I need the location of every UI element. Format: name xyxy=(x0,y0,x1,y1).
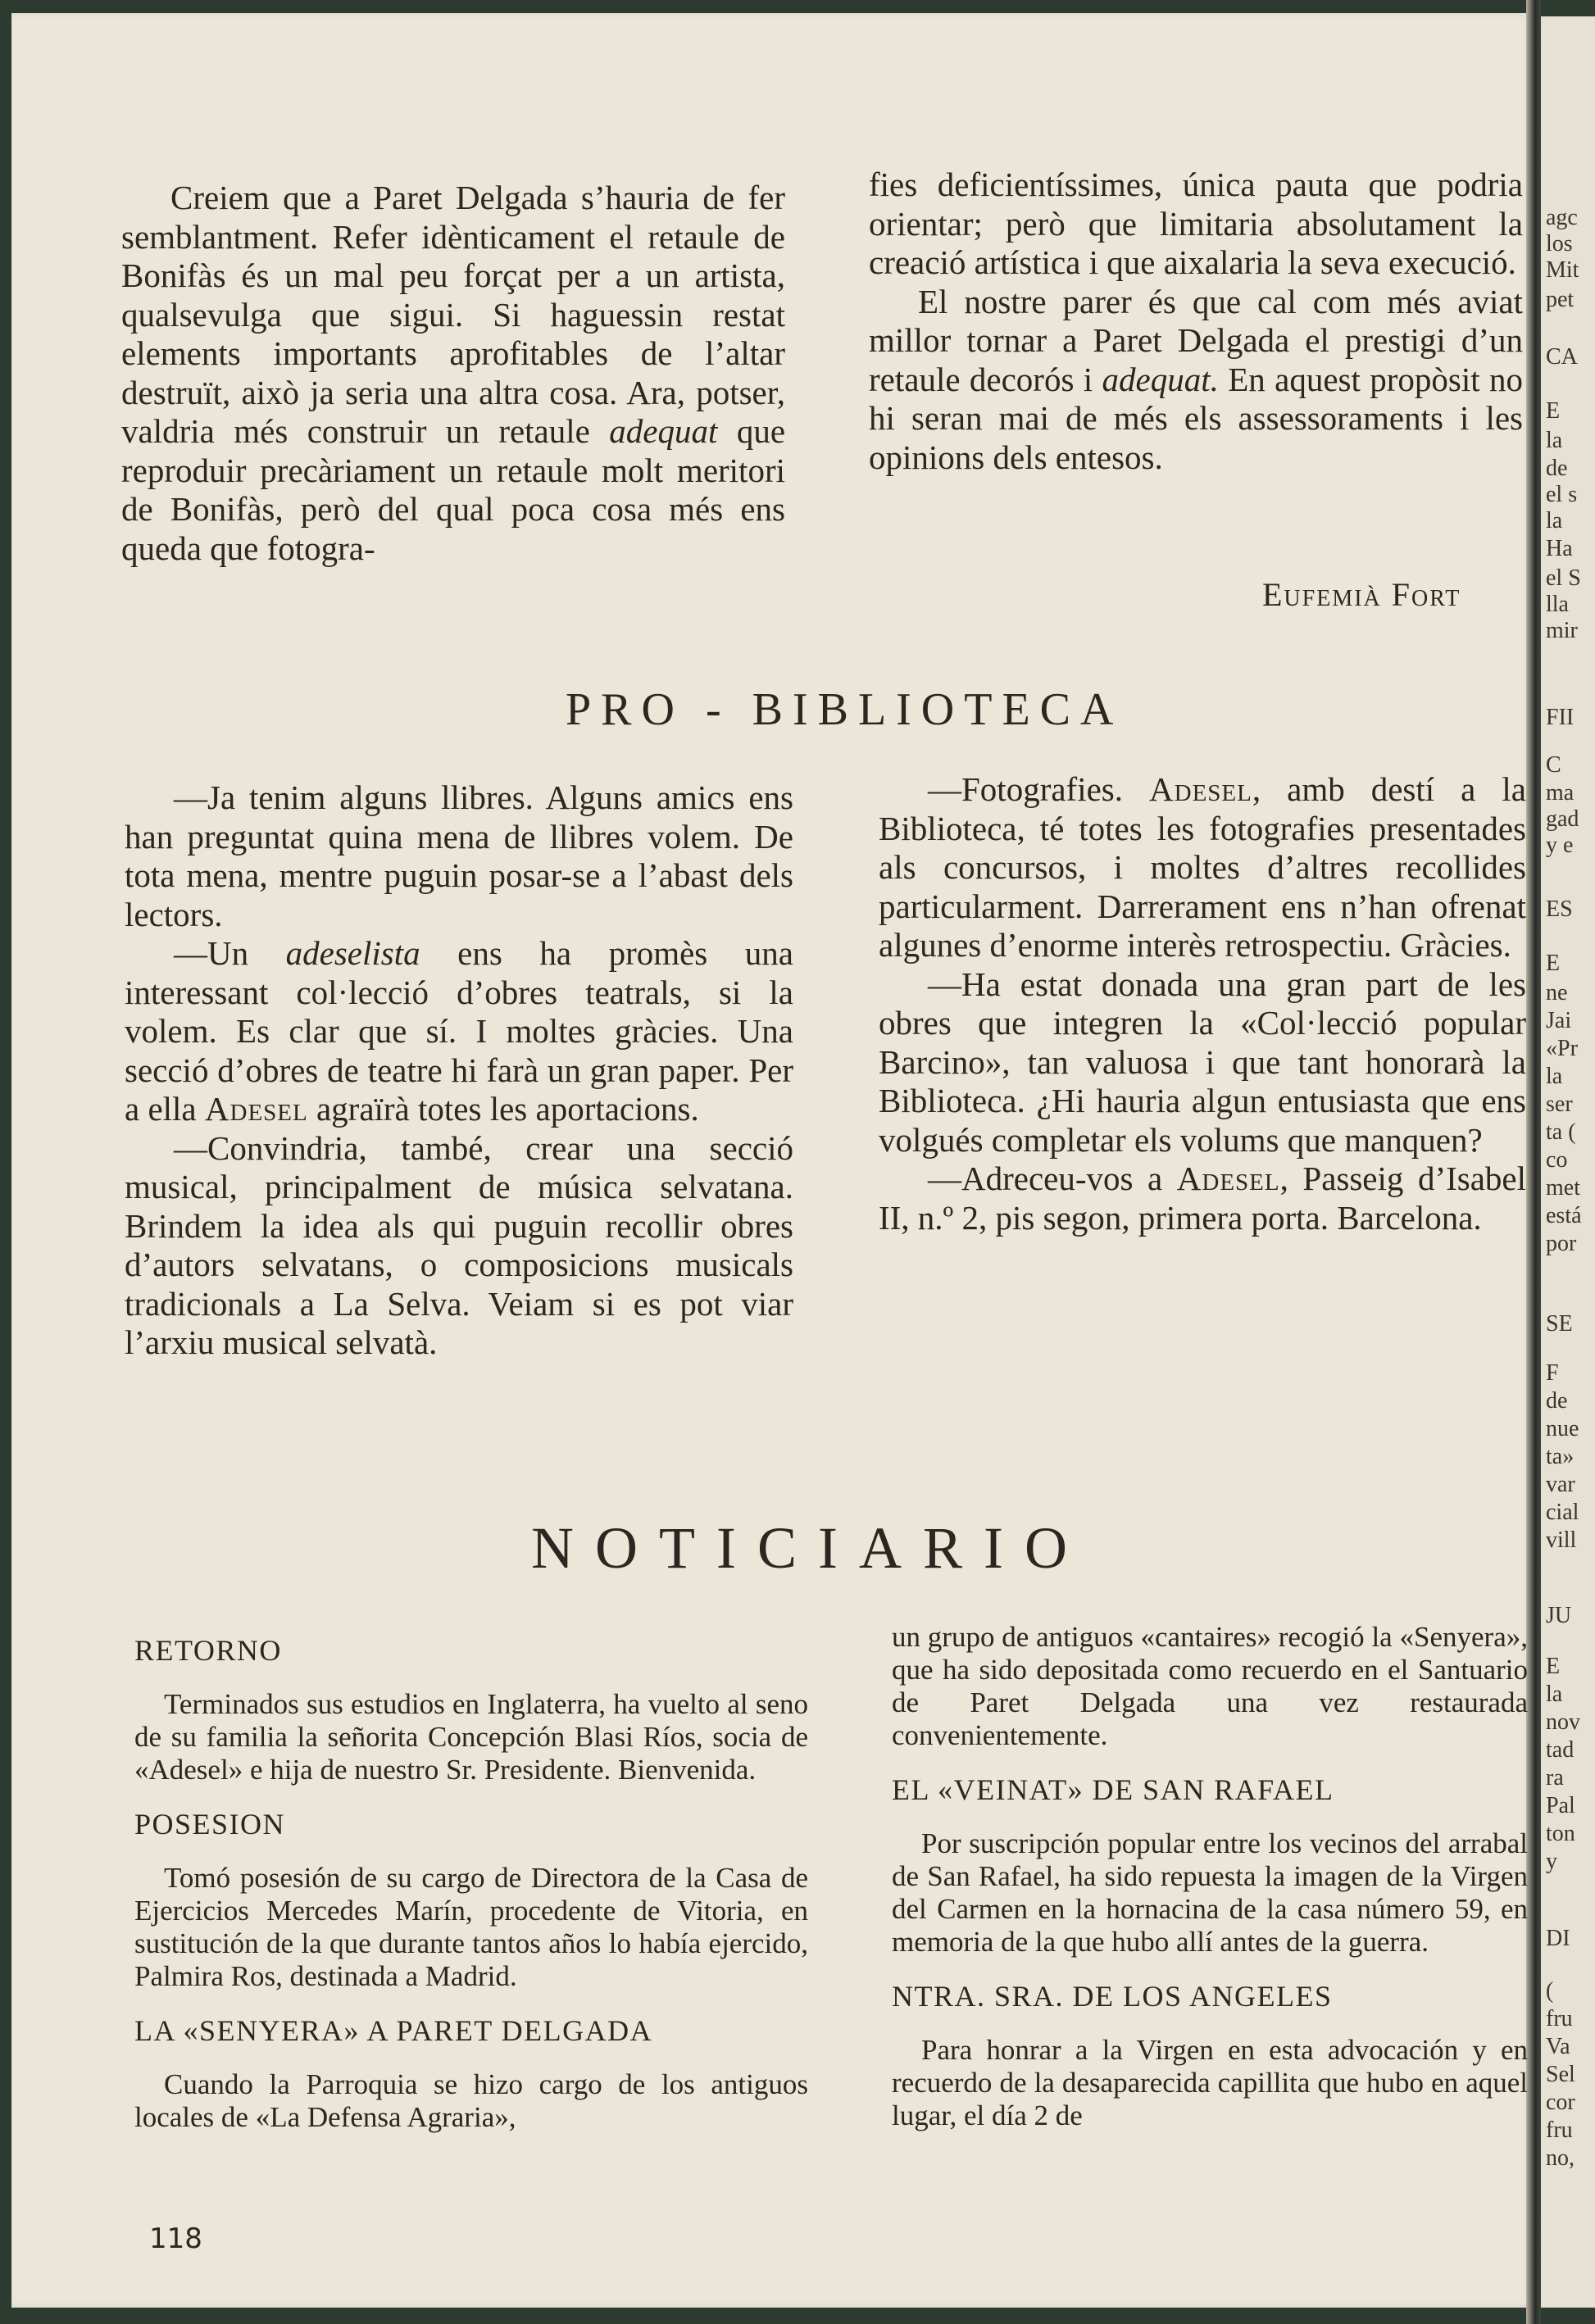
next-page-fragment: ma xyxy=(1546,780,1575,806)
page-number: 118 xyxy=(149,2222,202,2255)
next-page-fragment: E xyxy=(1546,398,1561,424)
next-page-fragment: lla xyxy=(1546,592,1569,617)
book-spine xyxy=(1526,0,1541,2324)
next-page-fragment: CA xyxy=(1546,344,1578,370)
biblioteca-right-p1b: , amb destí a la Biblioteca, té totes les fotografies presentades als concursos, i moltes d’altres recollides particularment. Darrerament ens n’han ofrenat algunes d’enorme interès retrospectiu. Gràcies. xyxy=(879,770,1526,964)
biblioteca-left-p2-sc: Adesel xyxy=(204,1090,308,1128)
noticiario-left-column xyxy=(134,1634,808,2155)
next-page-fragment: está xyxy=(1546,1203,1582,1228)
next-page-fragment: mir xyxy=(1546,618,1578,643)
next-page-fragment: los xyxy=(1546,231,1573,256)
next-page-fragment: C xyxy=(1546,752,1561,778)
article-left-em: adequat xyxy=(609,412,718,450)
next-page-fragment: Jai xyxy=(1546,1008,1572,1033)
next-page-fragment: «Pr xyxy=(1546,1036,1578,1061)
biblioteca-right-p2: —Ha estat donada una gran part de les obres que integren la «Col·lecció popular Barcino», tan valuosa i que tant honorarà la Biblioteca. ¿Hi hauria algun entusiasta que ens volgués completar els volums que manquen? xyxy=(879,965,1526,1159)
senyera-text: Cuando la Parroquia se hizo cargo de los antiguos locales de «La Defensa Agraria», xyxy=(134,2068,808,2133)
senyera-continuation: un grupo de antiguos «cantaires» recogió la «Senyera», que ha sido depositada como recuerdo en el Santuario de Paret Delgada una vez restaurada convenientemente. xyxy=(892,1621,1528,1751)
biblioteca-left-p1: —Ja tenim alguns llibres. Alguns amics ens han preguntat quina mena de llibres volem. De tota mena, mentre puguin posar-se a l’abast dels lectors. xyxy=(125,778,793,933)
senyera-title: LA «SENYERA» A PARET DELGADA xyxy=(134,2014,653,2047)
angeles-title: NTRA. SRA. DE LOS ANGELES xyxy=(892,1980,1333,2013)
next-page-fragment: SE xyxy=(1546,1311,1573,1337)
next-page-fragment: ra xyxy=(1546,1765,1564,1791)
next-page-fragment: ne xyxy=(1546,980,1568,1005)
posesion-text: Tomó posesión de su cargo de Directora de la Casa de Ejercicios Mercedes Marín, procedente de Vitoria, en sustitución de la que durante tantos años lo había ejercido, Palmira Ros, destinada a Madrid. xyxy=(134,1862,808,1992)
next-page-edge xyxy=(1541,16,1595,2308)
veinat-title: EL «VEINAT» DE SAN RAFAEL xyxy=(892,1773,1334,1806)
next-page-fragment: el S xyxy=(1546,565,1581,591)
retorno-title: RETORNO xyxy=(134,1634,282,1667)
next-page-fragment: Va xyxy=(1546,2034,1570,2059)
next-page-fragment: gad xyxy=(1546,806,1579,832)
article-right-para2a: El nostre parer és que cal com més aviat millor tornar a Paret Delgada el prestigi d’un retaule decorós i xyxy=(869,282,1523,398)
next-page-fragment: E xyxy=(1546,1654,1561,1679)
next-page-fragment: tad xyxy=(1546,1737,1575,1763)
biblioteca-right-p3b: , Passeig d’Isabel II, n.º 2, pis segon, primera porta. Barcelona. xyxy=(879,1160,1526,1237)
next-page-fragment: fru xyxy=(1546,2117,1573,2143)
biblioteca-left-column xyxy=(125,778,793,1363)
next-page-fragment: ta» xyxy=(1546,1444,1575,1469)
next-page-fragment: JU xyxy=(1546,1603,1572,1628)
next-page-fragment: por xyxy=(1546,1231,1577,1256)
next-page-fragment: FII xyxy=(1546,705,1575,730)
next-page-fragment: Sel xyxy=(1546,2062,1575,2087)
next-page-fragment: E xyxy=(1546,951,1561,976)
next-page-fragment: cial xyxy=(1546,1500,1579,1525)
next-page-fragment: vill xyxy=(1546,1527,1577,1553)
next-page-fragment: no, xyxy=(1546,2145,1575,2171)
next-page-fragment: la xyxy=(1546,508,1563,533)
next-page-fragment: DI xyxy=(1546,1926,1570,1951)
next-page-fragment: ( xyxy=(1546,1978,1554,2004)
pro-biblioteca-heading: PRO - BIBLIOTECA xyxy=(566,684,1124,735)
next-page-fragment: ser xyxy=(1546,1092,1573,1117)
noticiario-right-column xyxy=(892,1621,1528,2154)
next-page-fragment: nov xyxy=(1546,1709,1580,1735)
next-page-fragment: met xyxy=(1546,1175,1580,1201)
posesion-title: POSESION xyxy=(134,1808,286,1841)
article-left-text: Creiem que a Paret Delgada s’hauria de fer semblantment. Refer idènticament el retaule de Bonifàs és un mal peu forçat per a un artista, qualsevulga que sigui. Si haguessin restat elements importants aprofitables de l’altar destruït, això ja seria una altra cosa. Ara, potser, valdria més construir un retaule xyxy=(121,179,785,450)
next-page-fragment: ta ( xyxy=(1546,1119,1576,1145)
next-page-fragment: y xyxy=(1546,1849,1557,1874)
biblioteca-left-p2-em: adeselista xyxy=(285,934,420,972)
next-page-fragment: pet xyxy=(1546,287,1575,312)
biblioteca-right-p1-sc: Adesel xyxy=(1149,770,1252,808)
next-page-fragment: agc xyxy=(1546,205,1578,230)
next-page-fragment: la xyxy=(1546,1064,1563,1089)
noticiario-heading: NOTICIARIO xyxy=(531,1515,1088,1581)
next-page-fragment: la xyxy=(1546,428,1563,453)
next-page-fragment: nue xyxy=(1546,1416,1579,1441)
biblioteca-right-column xyxy=(879,770,1526,1237)
next-page-fragment: Mit xyxy=(1546,257,1579,283)
angeles-text: Para honrar a la Virgen en esta advocación y en recuerdo de la desaparecida capillita que hubo en aquel lugar, el día 2 de xyxy=(892,2034,1528,2131)
biblioteca-left-p2c: agraïrà totes les aportacions. xyxy=(307,1090,699,1128)
next-page-fragment: ton xyxy=(1546,1821,1575,1846)
next-page-fragment: la xyxy=(1546,1682,1563,1707)
article-right-para2-em: adequat. xyxy=(1102,360,1219,398)
biblioteca-left-p2a: —Un xyxy=(174,934,286,972)
next-page-fragment: ES xyxy=(1546,896,1573,922)
article-left-column xyxy=(121,179,785,568)
article-left-tail: que reproduir precàriament un retaule molt meritori de Bonifàs, però del qual poca cosa més ens queda que fotogra- xyxy=(121,412,786,567)
biblioteca-right-p1a: —Fotografies. xyxy=(928,770,1150,808)
biblioteca-left-p3: —Convindria, també, crear una secció musical, principalment de música selvatana. Brindem la idea als qui puguin recollir obres d’autors selvatans, o composicions musicals tradicionals a La Selva. Veiam si es pot viar l’arxiu musical selvatà. xyxy=(125,1128,793,1361)
next-page-fragment: F xyxy=(1546,1360,1559,1386)
article-right-column xyxy=(869,166,1523,477)
next-page-fragment: de xyxy=(1546,1388,1568,1414)
article-right-para1: fies deficientíssimes, única pauta que podria orientar; però que limitaria absolutament la creació artística i que aixalaria la seva execució. xyxy=(869,166,1523,281)
next-page-fragment: cor xyxy=(1546,2090,1575,2115)
biblioteca-left-p2b: ens ha promès una interessant col·lecció d’obres teatrals, si la volem. Es clar que sí. I moltes gràcies. Una secció d’obres de teatre hi farà un gran paper. Per a ella xyxy=(125,934,793,1128)
next-page-fragment: fru xyxy=(1546,2006,1573,2031)
next-page-fragment: var xyxy=(1546,1472,1575,1497)
next-page-fragment: Pal xyxy=(1546,1793,1575,1818)
next-page-fragment: Ha xyxy=(1546,536,1573,561)
next-page-fragment: co xyxy=(1546,1147,1568,1173)
next-page-fragment: y e xyxy=(1546,833,1574,858)
veinat-text: Por suscripción popular entre los vecinos del arrabal de San Rafael, ha sido repuesta la imagen de la Virgen del Carmen en la hornacina de la casa número 59, en memoria de la que hubo allí antes de la guerra. xyxy=(892,1827,1528,1958)
next-page-fragment: el s xyxy=(1546,482,1578,507)
article-right-para2b: En aquest propòsit no hi seran mai de més els assessoraments i les opinions dels entesos. xyxy=(869,360,1523,476)
article-signature: Eufemià Fort xyxy=(1262,576,1461,613)
retorno-text: Terminados sus estudios en Inglaterra, ha vuelto al seno de su familia la señorita Concepción Blasi Ríos, socia de «Adesel» e hija de nuestro Sr. Presidente. Bienvenida. xyxy=(134,1688,808,1786)
next-page-fragment: de xyxy=(1546,456,1568,481)
biblioteca-right-p3-sc: Adesel xyxy=(1176,1160,1280,1197)
biblioteca-right-p3a: —Adreceu-vos a xyxy=(928,1160,1177,1197)
